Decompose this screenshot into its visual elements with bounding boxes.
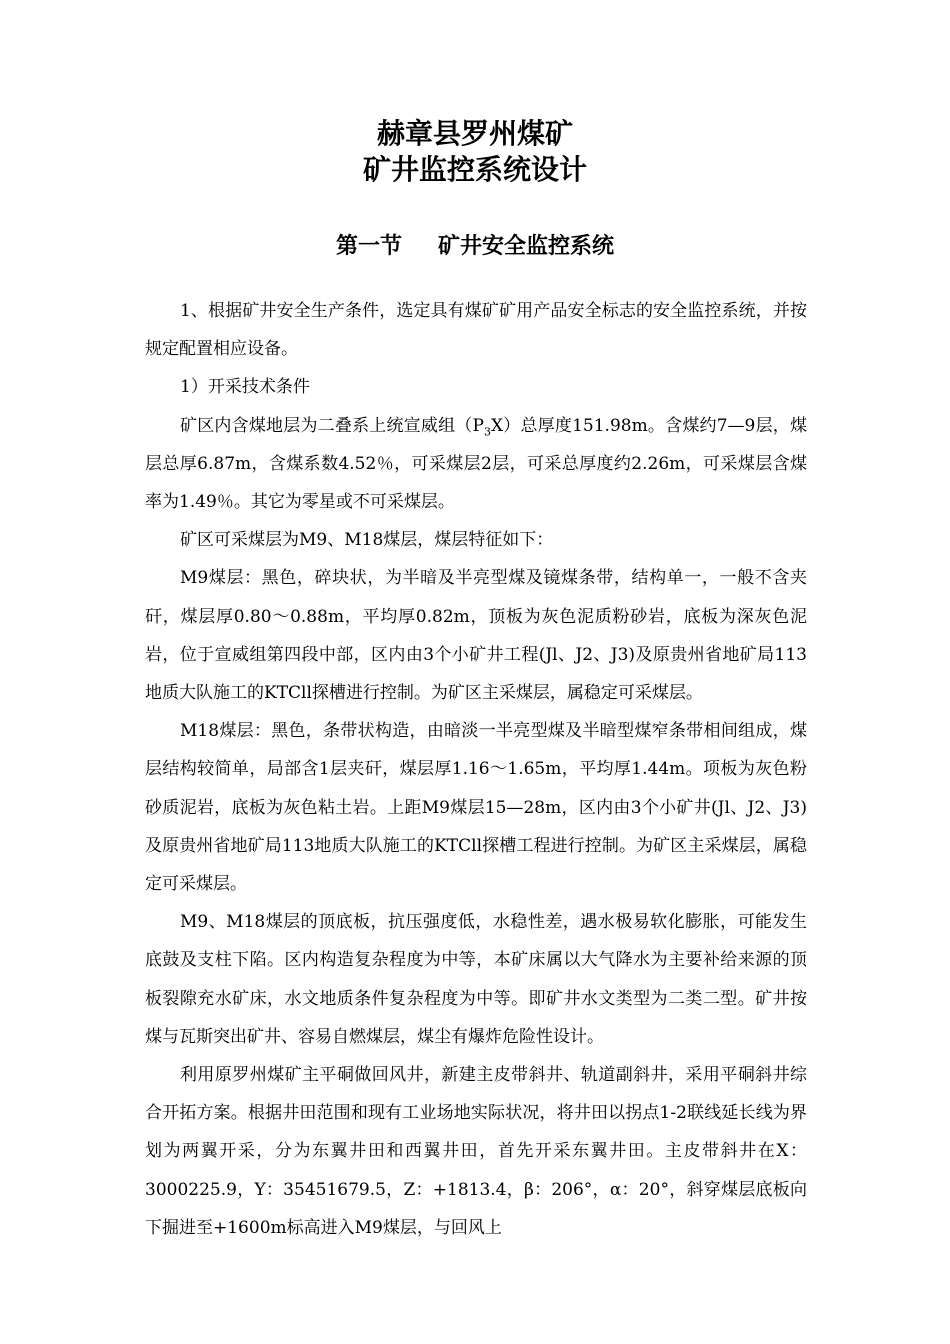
paragraph-5: M9煤层：黑色，碎块状，为半暗及半亮型煤及镜煤条带，结构单一，一般不含夹矸，煤层厚0.80～0.88m，平均厚0.82m，顶板为灰色泥质粉砂岩，底板为深灰色泥岩，位于宣威组第四段中部，区内由3个小矿井工程(Jl、J2、J3)及原贵州省地矿局113地质大队施工的KTCll探槽进行控制。为矿区主采煤层，属稳定可采煤层。 [145,568,807,704]
document-title-line1: 赫章县罗州煤矿 [376,117,573,150]
paragraph-1: 1、根据矿井安全生产条件，选定具有煤矿矿用产品安全标志的安全监控系统，并按规定配置相应设备。 [145,301,807,360]
paragraph-3-subscript: 3 [483,425,491,438]
paragraph-8: 利用原罗州煤矿主平硐做回风井，新建主皮带斜井、轨道副斜井，采用平硐斜井综合开拓方案。根据井田范围和现有工业场地实际状况，将井田以拐点1-2联线延长线为界划为两翼开采，分为东翼井田和西翼井田，首先开采东翼井田。主皮带斜井在X：3000225.9，Y：35451679.5，Z：+1813.4，β：206°，α：20°，斜穿煤层底板向下掘进至+1600m标高进入M9煤层，与回风上 [145,1065,807,1238]
section-name: 矿井安全监控系统 [438,233,615,259]
document-title-line2: 矿井监控系统设计 [362,153,587,186]
section-number: 第一节 [335,233,402,259]
paragraph-3-part-a: 矿区内含煤地层为二叠系上统宣威组（P [180,415,484,436]
paragraph-3-part-b: X）总厚度151.98m。含煤约7—9层，煤层总厚6.87m，含煤系数4.52％，可采煤层2层，可采总厚度约2.26m，可采煤层含煤率为1.49％。其它为零星或不可采煤层。 [145,415,807,513]
paragraph-7: M9、M18煤层的顶底板，抗压强度低，水稳性差，遇水极易软化膨胀，可能发生底鼓及支柱下陷。区内构造复杂程度为中等，本矿床属以大气降水为主要补给来源的顶板裂隙充水矿床，水文地质条件复杂程度为中等。即矿井水文类型为二类二型。矿井按煤与瓦斯突出矿井、容易自燃煤层，煤尘有爆炸危险性设计。 [145,912,807,1047]
paragraph-2: 1）开采技术条件 [180,377,310,398]
document-body [145,292,807,1247]
paragraph-6: M18煤层：黑色，条带状构造，由暗淡一半亮型煤及半暗型煤窄条带相间组成，煤层结构较简单，局部含1层夹矸，煤层厚1.16～1.65m，平均厚1.44m。项板为灰色粉砂质泥岩，底板为灰色粘土岩。上距M9煤层15—28m，区内由3个小矿井(Jl、J2、J3)及原贵州省地矿局113地质大队施工的KTCll探槽工程进行控制。为矿区主采煤层，属稳定可采煤层。 [145,721,807,895]
paragraph-4: 矿区可采煤层为M9、M18煤层，煤层特征如下： [180,530,554,551]
section-heading [0,231,950,261]
paragraph-3 [145,407,807,522]
